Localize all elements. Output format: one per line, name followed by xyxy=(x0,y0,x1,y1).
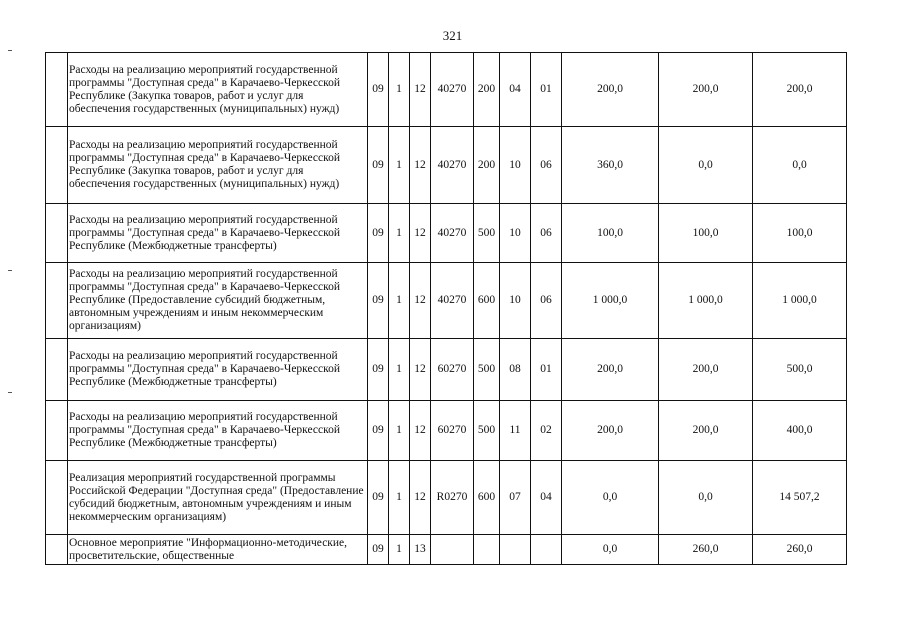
expense-name-cell: Расходы на реализацию мероприятий государственной программы "Доступная среда" в Карачаево-Черкесской Республике (Закупка товаров, работ и услуг для обеспечения государственных (муниципальных) нужд) xyxy=(68,127,368,204)
table-row xyxy=(46,204,847,263)
scan-mark xyxy=(8,270,12,271)
chapter-code-cell: 09 xyxy=(368,461,389,535)
blank-cell xyxy=(46,53,68,127)
expense-name-cell: Расходы на реализацию мероприятий государственной программы "Доступная среда" в Карачаево-Черкесской Республике (Межбюджетные трансферты) xyxy=(68,401,368,461)
subsection-code-cell xyxy=(531,535,562,565)
expense-code-cell: 40270 xyxy=(431,204,474,263)
section-code-cell xyxy=(500,535,531,565)
amount-year-2-cell: 0,0 xyxy=(659,461,753,535)
blank-cell xyxy=(46,263,68,339)
subsection-code-cell: 02 xyxy=(531,401,562,461)
chapter-code-cell: 09 xyxy=(368,53,389,127)
table-row xyxy=(46,127,847,204)
table-row xyxy=(46,263,847,339)
expense-name-cell: Реализация мероприятий государственной программы Российской Федерации "Доступная среда" (Предоставление субсидий бюджетным, автономным учреждениям и иным некоммерческим организациям) xyxy=(68,461,368,535)
program-code-cell: 1 xyxy=(389,263,410,339)
section-code-cell: 04 xyxy=(500,53,531,127)
blank-cell xyxy=(46,461,68,535)
subprogram-code-cell: 12 xyxy=(410,401,431,461)
expense-name-cell: Расходы на реализацию мероприятий государственной программы "Доступная среда" в Карачаево-Черкесской Республике (Предоставление субсидий бюджетным, автономным учреждениям и иным некоммерческим организациям) xyxy=(68,263,368,339)
subsection-code-cell: 01 xyxy=(531,339,562,401)
scan-mark xyxy=(8,392,12,393)
expense-type-code-cell: 200 xyxy=(474,53,500,127)
expense-type-code-cell: 500 xyxy=(474,204,500,263)
expense-type-code-cell: 600 xyxy=(474,263,500,339)
amount-year-3-cell: 14 507,2 xyxy=(753,461,847,535)
expense-code-cell: 40270 xyxy=(431,263,474,339)
amount-year-3-cell: 1 000,0 xyxy=(753,263,847,339)
amount-year-1-cell: 200,0 xyxy=(562,53,659,127)
expense-type-code-cell: 600 xyxy=(474,461,500,535)
chapter-code-cell: 09 xyxy=(368,401,389,461)
amount-year-1-cell: 0,0 xyxy=(562,535,659,565)
program-code-cell: 1 xyxy=(389,204,410,263)
expense-type-code-cell: 200 xyxy=(474,127,500,204)
blank-cell xyxy=(46,535,68,565)
blank-cell xyxy=(46,204,68,263)
subsection-code-cell: 01 xyxy=(531,53,562,127)
amount-year-2-cell: 0,0 xyxy=(659,127,753,204)
expense-type-code-cell: 500 xyxy=(474,401,500,461)
expense-code-cell: 60270 xyxy=(431,401,474,461)
expense-code-cell: R0270 xyxy=(431,461,474,535)
amount-year-2-cell: 200,0 xyxy=(659,53,753,127)
scan-mark xyxy=(8,50,12,51)
amount-year-3-cell: 260,0 xyxy=(753,535,847,565)
section-code-cell: 11 xyxy=(500,401,531,461)
expense-code-cell: 40270 xyxy=(431,53,474,127)
section-code-cell: 08 xyxy=(500,339,531,401)
program-code-cell: 1 xyxy=(389,339,410,401)
program-code-cell: 1 xyxy=(389,127,410,204)
expense-code-cell xyxy=(431,535,474,565)
amount-year-1-cell: 0,0 xyxy=(562,461,659,535)
expense-type-code-cell: 500 xyxy=(474,339,500,401)
expense-name-cell: Основное мероприятие "Информационно-методические, просветительские, общественные xyxy=(68,535,368,565)
blank-cell xyxy=(46,127,68,204)
expense-code-cell: 60270 xyxy=(431,339,474,401)
subsection-code-cell: 06 xyxy=(531,127,562,204)
subprogram-code-cell: 12 xyxy=(410,53,431,127)
table-row xyxy=(46,339,847,401)
program-code-cell: 1 xyxy=(389,461,410,535)
program-code-cell: 1 xyxy=(389,53,410,127)
chapter-code-cell: 09 xyxy=(368,204,389,263)
chapter-code-cell: 09 xyxy=(368,127,389,204)
subprogram-code-cell: 12 xyxy=(410,461,431,535)
subprogram-code-cell: 12 xyxy=(410,127,431,204)
table-row xyxy=(46,53,847,127)
page-number: 321 xyxy=(442,28,463,43)
subprogram-code-cell: 12 xyxy=(410,263,431,339)
amount-year-1-cell: 200,0 xyxy=(562,339,659,401)
expense-name-cell: Расходы на реализацию мероприятий государственной программы "Доступная среда" в Карачаево-Черкесской Республике (Закупка товаров, работ и услуг для обеспечения государственных (муниципальных) нужд) xyxy=(68,53,368,127)
section-code-cell: 07 xyxy=(500,461,531,535)
amount-year-3-cell: 500,0 xyxy=(753,339,847,401)
amount-year-1-cell: 360,0 xyxy=(562,127,659,204)
amount-year-1-cell: 200,0 xyxy=(562,401,659,461)
section-code-cell: 10 xyxy=(500,127,531,204)
expense-name-cell: Расходы на реализацию мероприятий государственной программы "Доступная среда" в Карачаево-Черкесской Республике (Межбюджетные трансферты) xyxy=(68,339,368,401)
amount-year-1-cell: 100,0 xyxy=(562,204,659,263)
subprogram-code-cell: 13 xyxy=(410,535,431,565)
program-code-cell: 1 xyxy=(389,535,410,565)
amount-year-3-cell: 200,0 xyxy=(753,53,847,127)
amount-year-2-cell: 200,0 xyxy=(659,401,753,461)
chapter-code-cell: 09 xyxy=(368,263,389,339)
budget-table xyxy=(45,52,847,565)
amount-year-3-cell: 0,0 xyxy=(753,127,847,204)
table-row xyxy=(46,461,847,535)
amount-year-2-cell: 100,0 xyxy=(659,204,753,263)
amount-year-3-cell: 100,0 xyxy=(753,204,847,263)
table-row xyxy=(46,535,847,565)
amount-year-1-cell: 1 000,0 xyxy=(562,263,659,339)
program-code-cell: 1 xyxy=(389,401,410,461)
section-code-cell: 10 xyxy=(500,263,531,339)
subsection-code-cell: 06 xyxy=(531,263,562,339)
expense-name-cell: Расходы на реализацию мероприятий государственной программы "Доступная среда" в Карачаево-Черкесской Республике (Межбюджетные трансферты) xyxy=(68,204,368,263)
subprogram-code-cell: 12 xyxy=(410,339,431,401)
amount-year-2-cell: 1 000,0 xyxy=(659,263,753,339)
table-row xyxy=(46,401,847,461)
expense-type-code-cell xyxy=(474,535,500,565)
section-code-cell: 10 xyxy=(500,204,531,263)
blank-cell xyxy=(46,339,68,401)
blank-cell xyxy=(46,401,68,461)
chapter-code-cell: 09 xyxy=(368,339,389,401)
amount-year-3-cell: 400,0 xyxy=(753,401,847,461)
subprogram-code-cell: 12 xyxy=(410,204,431,263)
subsection-code-cell: 06 xyxy=(531,204,562,263)
subsection-code-cell: 04 xyxy=(531,461,562,535)
amount-year-2-cell: 200,0 xyxy=(659,339,753,401)
chapter-code-cell: 09 xyxy=(368,535,389,565)
expense-code-cell: 40270 xyxy=(431,127,474,204)
amount-year-2-cell: 260,0 xyxy=(659,535,753,565)
